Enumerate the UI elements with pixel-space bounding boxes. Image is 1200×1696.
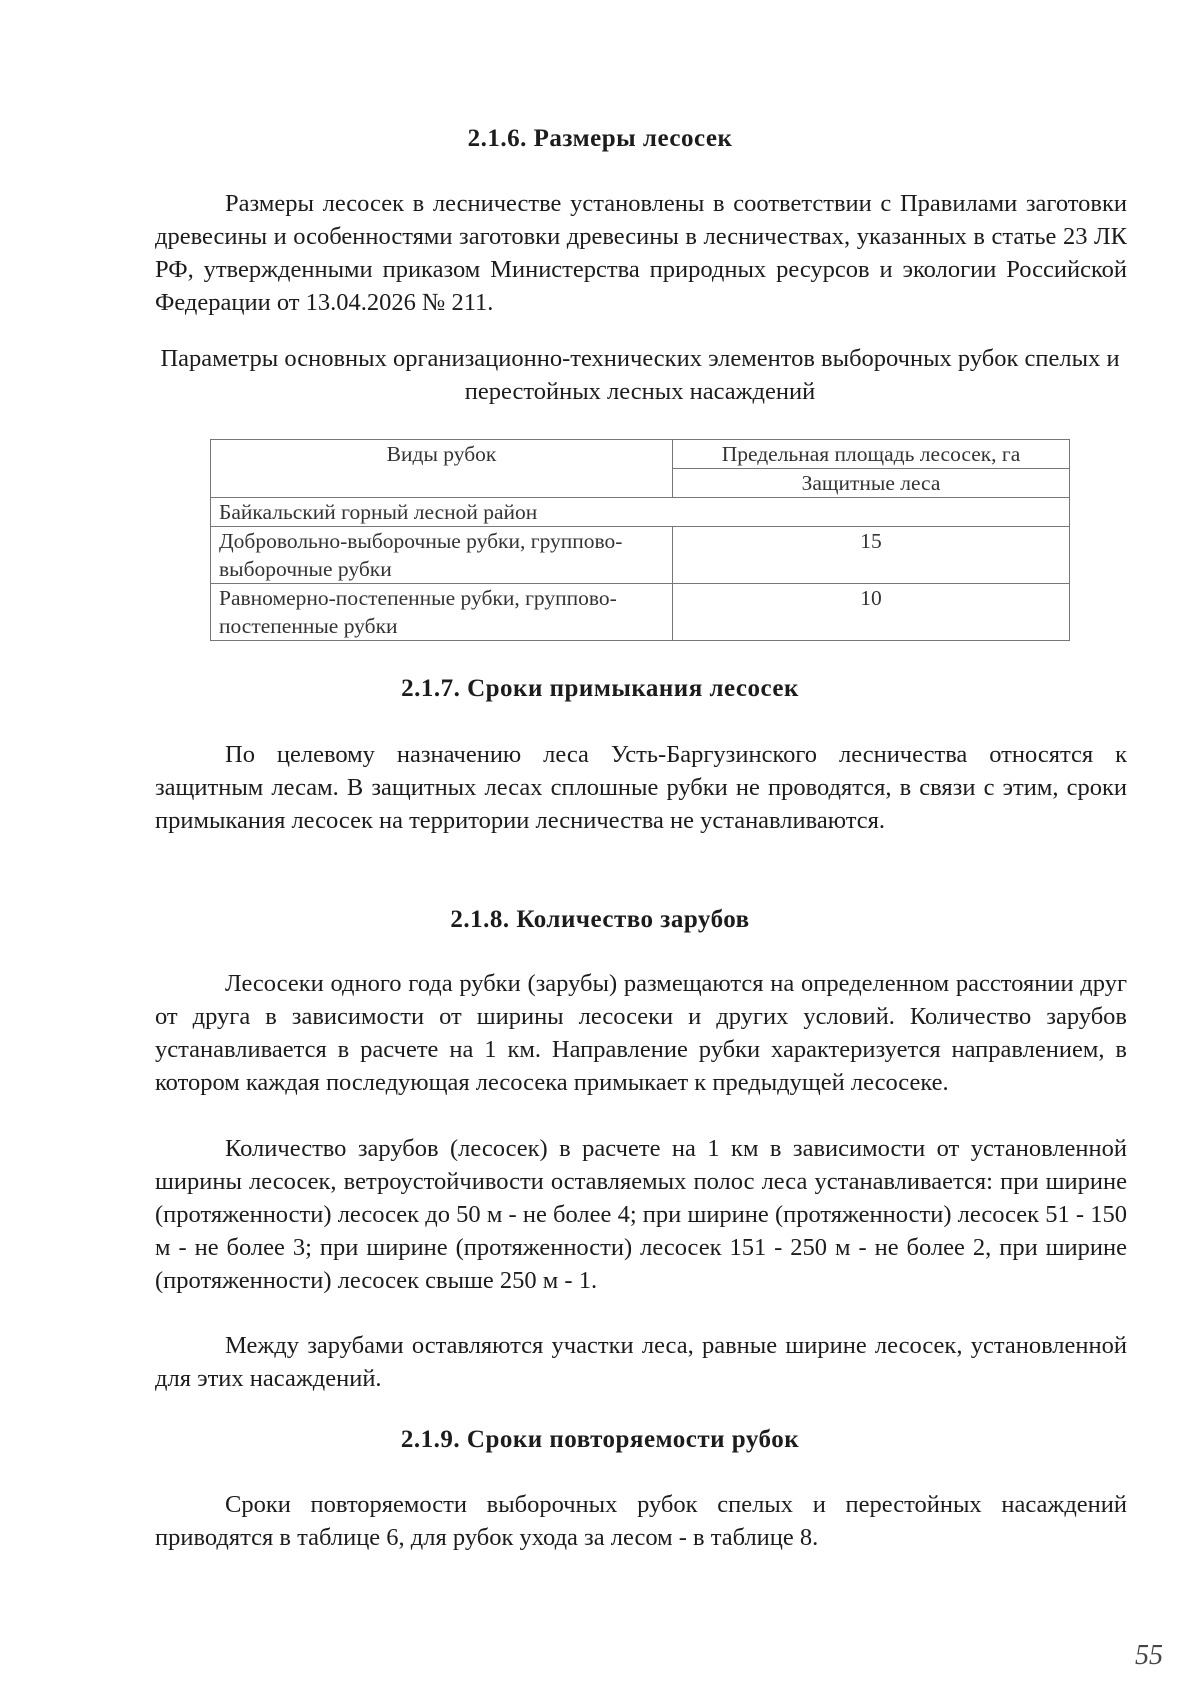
header-cell-protective-forests: Защитные леса [673,469,1070,498]
table-region-row [211,498,1070,527]
paragraph-repeat-terms: Сроки повторяемости выборочных рубок спелых и перестойных насаждений приводятся в таблице 6, для рубок ухода за лесом - в таблице 8. [155,1491,1127,1551]
row-name-cell: Равномерно-постепенные рубки, группово-постепенные рубки [211,584,673,641]
table-caption: Параметры основных организационно-технических элементов выборочных рубок спелых и перестойных лесных насаждений [160,345,1120,405]
header-cell-cut-types: Виды рубок [211,440,673,498]
page-number: 55 [1135,1640,1163,1671]
section-heading-2-1-7: 2.1.7. Сроки примыкания лесосек [401,675,799,702]
table-row [211,584,1070,641]
cutting-area-table [210,439,1070,641]
row-value-cell: 15 [673,527,1070,584]
row-value-cell: 10 [673,584,1070,641]
paragraph-zaruby-1: Лесосеки одного года рубки (зарубы) размещаются на определенном расстоянии друг от друга в зависимости от ширины лесосеки и других условий. Количество зарубов устанавливается в расчете на 1 км. Направление рубки характеризуется направлением, в котором каждая последующая лесосека примыкает к предыдущей лесосеке. [155,970,1127,1096]
section-heading-2-1-6: 2.1.6. Размеры лесосек [467,125,733,152]
section-heading-2-1-8: 2.1.8. Количество зарубов [450,906,750,933]
region-cell: Байкальский горный лесной район [211,498,1070,527]
paragraph-lesosek-sizes: Размеры лесосек в лесничестве установлены в соответствии с Правилами заготовки древесины и особенностями заготовки древесины в лесничествах, указанных в статье 23 ЛК РФ, утвержденными приказом Министерства природных ресурсов и экологии Российской Федерации от 13.04.2026 № 211. [155,190,1127,316]
paragraph-zaruby-3: Между зарубами оставляются участки леса, равные ширине лесосек, установленной для этих насаждений. [155,1332,1127,1392]
section-heading-2-1-9: 2.1.9. Сроки повторяемости рубок [400,1426,800,1453]
paragraph-adjacency-terms: По целевому назначению леса Усть-Баргузинского лесничества относятся к защитным лесам. В защитных лесах сплошные рубки не проводятся, в связи с этим, сроки примыкания лесосек на территории лесничества не устанавливаются. [155,741,1127,834]
table-header-row [211,440,1070,469]
paragraph-zaruby-2: Количество зарубов (лесосек) в расчете на 1 км в зависимости от установленной ширины лесосек, ветроустойчивости оставляемых полос леса устанавливается: при ширине (протяженности) лесосек до 50 м - не более 4; при ширине (протяженности) лесосек 51 - 150 м - не более 3; при ширине (протяженности) лесосек 151 - 250 м - не более 2, при ширине (протяженности) лесосек свыше 250 м - 1. [155,1135,1127,1294]
row-name-cell: Добровольно-выборочные рубки, группово-выборочные рубки [211,527,673,584]
header-cell-max-area: Предельная площадь лесосек, га [673,440,1070,469]
table-row [211,527,1070,584]
